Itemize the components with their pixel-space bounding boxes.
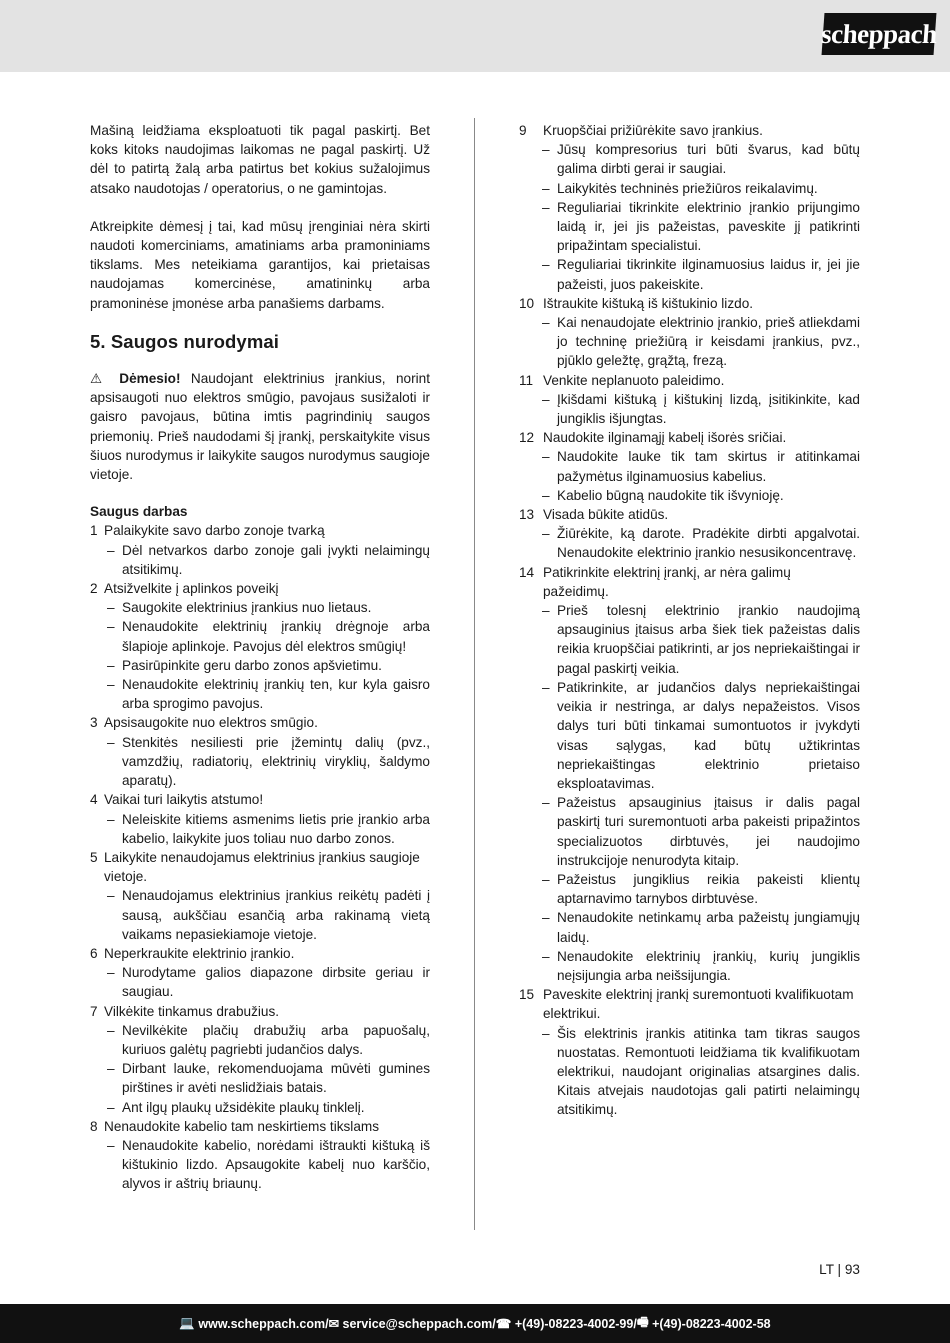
phone-icon: ☎ — [495, 1317, 512, 1331]
dash-bullet: – — [107, 657, 115, 673]
dash-bullet: – — [542, 199, 550, 215]
rule-detail — [90, 810, 430, 848]
dash-bullet: – — [542, 871, 550, 887]
safety-rule-9 — [519, 121, 860, 140]
dash-bullet: – — [542, 910, 550, 926]
section-title: 5. Saugos nurodymai — [90, 330, 279, 352]
safety-rule-13 — [519, 505, 860, 524]
footer-website[interactable]: www.scheppach.com — [198, 1316, 326, 1331]
dash-bullet: – — [107, 811, 115, 827]
rule-detail-text: Prieš tolesnį elektrinio įrankio naudojimą apsauginius įtaisus arba šiek tiek pažeistas dalis reikia kruopščiai patikrinti, ar jos nepriekaištingai ir pagal paskirtį veikia. — [557, 603, 860, 676]
rule-detail — [90, 541, 430, 579]
rule-heading: Neperkraukite elektrinio įrankio. — [104, 945, 295, 961]
footer-fax: +(49)-08223-4002-58 — [652, 1316, 771, 1331]
footer-separator: / — [325, 1316, 329, 1331]
rule-number: 4 — [90, 792, 98, 808]
rule-detail-text: Nenaudokite kabelio, norėdami ištraukti kištuką iš kištukinio lizdo. Apsaugokite kabelį nuo karščio, alyvos ir aštrių briaunų. — [122, 1137, 430, 1192]
rule-detail-text: Dirbant lauke, rekomenduojama mūvėti gumines pirštines ir avėti neslidžiais batais. — [122, 1061, 430, 1096]
rule-detail-text: Nevilkėkite plačių drabužių arba papuošalų, kuriuos galėtų pagriebti judančios dalys. — [122, 1022, 430, 1057]
rule-number: 11 — [519, 372, 534, 388]
rule-number: 2 — [90, 581, 98, 597]
safety-rule-14 — [519, 563, 860, 601]
rule-detail-text: Kabelio būgną naudokite tik išvynioję. — [557, 487, 784, 503]
dash-bullet: – — [542, 257, 550, 273]
rule-detail-text: Įkišdami kištuką į kištukinį lizdą, įsitikinkite, kad jungiklis išjungtas. — [557, 391, 860, 427]
rule-heading: Vilkėkite tinkamus drabužius. — [104, 1003, 280, 1019]
safety-rule-15 — [519, 985, 860, 1023]
warning-paragraph — [90, 369, 430, 484]
rule-heading: Ištraukite kištuką iš kištukinio lizdo. — [543, 295, 754, 311]
right-safety-list — [519, 121, 860, 1120]
rule-detail-text: Šis elektrinis įrankis atitinka tam tikras saugos nuostatas. Remontuoti leidžiama tik kvalifikuotam elektrikui, naudojant originalias atsargines dalis. Kitais atvejais naudotojas gali patirti nelaimingų atsitikimų. — [557, 1025, 860, 1118]
rule-detail-text: Laikykitės techninės priežiūros reikalavimų. — [557, 180, 818, 196]
rule-detail — [519, 947, 860, 985]
safety-rule-1 — [90, 521, 430, 540]
rule-detail — [90, 733, 430, 791]
warning-text: Naudojant elektrinius įrankius, norint apsisaugoti nuo elektros smūgio, pavojaus susižaloti ir gaisro pavojaus, būtina imtis pagrindinių saugos priemonių. Prieš naudodami šį įrankį, perskaitykite visus šiuos nurodymus ir laikykite saugos nurodymus saugioje vietoje. — [90, 371, 431, 483]
rule-detail — [90, 1098, 430, 1117]
rule-detail-text: Patikrinkite, ar judančios dalys nepriekaištingai veikia ir nestringa, ar dalys nepažeistos. Visos dalys turi būti tinkamai sumontuotos ir įvykdyti visas sąlygas, kad būtų užtikrintas nepriekaištingas elektrinio prietaiso eksploatavimas. — [557, 679, 860, 791]
dash-bullet: – — [542, 679, 550, 695]
dash-bullet: – — [542, 526, 550, 542]
warning-label: Dėmesio! — [119, 371, 181, 387]
rule-detail — [519, 870, 860, 908]
safety-rule-11 — [519, 371, 860, 390]
rule-number: 8 — [90, 1118, 98, 1134]
rule-detail — [90, 598, 430, 617]
rule-detail — [90, 656, 430, 675]
dash-bullet: – — [107, 677, 115, 693]
rule-heading: Nenaudokite kabelio tam neskirtiems tikslams — [104, 1118, 380, 1134]
left-column — [90, 121, 430, 1194]
dash-bullet: – — [542, 142, 550, 158]
rule-detail — [519, 486, 860, 505]
safety-rule-4 — [90, 790, 430, 809]
footer-email[interactable]: service@scheppach.com — [342, 1316, 493, 1331]
dash-bullet: – — [107, 619, 115, 635]
rule-detail-text: Jūsų kompresorius turi būti švarus, kad būtų galima dirbti gerai ir saugiai. — [557, 142, 860, 177]
dash-bullet: – — [542, 315, 550, 331]
left-safety-list — [90, 521, 430, 1193]
dash-bullet: – — [107, 1099, 115, 1115]
rule-heading: Paveskite elektrinį įrankį suremontuoti kvalifikuotam elektrikui. — [543, 987, 854, 1022]
rule-detail — [519, 793, 860, 870]
rule-detail — [519, 447, 860, 485]
dash-bullet: – — [107, 542, 115, 558]
rule-number: 5 — [90, 849, 98, 865]
rule-heading: Kruopščiai prižiūrėkite savo įrankius. — [543, 123, 763, 138]
page-number: LT | 93 — [819, 1262, 860, 1277]
rule-detail-text: Reguliariai tikrinkite ilginamuosius laidus ir, jei jie pažeisti, juos pakeiskite. — [557, 257, 860, 292]
footer-separator: / — [633, 1316, 637, 1331]
rule-detail — [519, 601, 860, 678]
rule-detail — [519, 140, 860, 178]
rule-detail — [519, 255, 860, 293]
dash-bullet: – — [542, 1025, 550, 1041]
rule-detail — [90, 1136, 430, 1194]
rule-detail-text: Pasirūpinkite geru darbo zonos apšvietimu. — [122, 657, 382, 673]
rule-heading: Patikrinkite elektrinį įrankį, ar nėra galimų pažeidimų. — [543, 564, 791, 599]
rule-heading: Venkite neplanuoto paleidimo. — [543, 372, 725, 388]
dash-bullet: – — [542, 948, 550, 964]
rule-detail — [90, 617, 430, 655]
intro-paragraph-2: Atkreipkite dėmesį į tai, kad mūsų įrenginiai nėra skirti naudoti komerciniams, amatiniams arba pramoniniams tikslams. Mes neteikiama garantijos, kai prietaisas naudojamas komercinėse, amatininkų arba pramoninėse įmonėse arba panašiems darbams. — [90, 218, 430, 311]
rule-detail — [519, 908, 860, 946]
rule-detail-text: Nenaudokite elektrinių įrankių drėgnoje arba šlapioje aplinkoje. Pavojus dėl elektros smūgių! — [122, 619, 430, 654]
rule-number: 13 — [519, 507, 535, 523]
rule-detail — [519, 198, 860, 256]
safety-rule-3 — [90, 713, 430, 732]
rule-detail-text: Stenkitės nesiliesti prie įžemintų dalių (pvz., vamzdžių, radiatorių, elektrinių viryklių, šaldymo aparatų). — [122, 734, 430, 789]
rule-detail-text: Pažeistus apsauginius įtaisus ir dalis pagal paskirtį turi suremontuoti arba pakeisti pripažintos specializuotos dirbtuvės, jei naudojimo instrukcijoje nenurodyta kitaip. — [557, 795, 860, 868]
rule-detail — [90, 1021, 430, 1059]
rule-number: 7 — [90, 1003, 98, 1019]
rule-detail-text: Kai nenaudojate elektrinio įrankio, prieš atliekdami jo techninę priežiūrą ir keisdami įrankius, pvz., pjūklo geležtę, grąžtą, frezą. — [557, 315, 860, 369]
dash-bullet: – — [542, 795, 550, 811]
dash-bullet: – — [542, 449, 550, 465]
rule-detail-text: Naudokite lauke tik tam skirtus ir atitinkamai pažymėtus ilginamuosius kabelius. — [557, 449, 860, 484]
rule-number: 9 — [519, 123, 527, 138]
rule-detail — [90, 963, 430, 1001]
dash-bullet: – — [542, 487, 550, 503]
safety-rule-2 — [90, 579, 430, 598]
rule-heading: Naudokite ilginamąjį kabelį išorės sričiai. — [543, 430, 787, 446]
rule-detail-text: Nenaudojamus elektrinius įrankius reikėtų padėti į sausą, aukščiau esančią arba rakinamą vietą vaikams nepasiekiamoje vietoje. — [122, 888, 430, 942]
rule-detail — [519, 1024, 860, 1120]
dash-bullet: – — [107, 734, 115, 750]
rule-detail — [90, 886, 430, 944]
rule-detail-text: Neleiskite kitiems asmenims lietis prie įrankio arba kabelio, laikykite juos toliau nuo darbo zonos. — [122, 811, 430, 846]
rule-number: 14 — [519, 564, 535, 580]
rule-number: 15 — [519, 987, 535, 1003]
dash-bullet: – — [107, 600, 115, 616]
column-divider — [474, 118, 475, 1230]
rule-detail-text: Saugokite elektrinius įrankius nuo lietaus. — [122, 600, 372, 616]
safety-rule-5 — [90, 848, 430, 886]
warning-icon: ⚠ — [90, 371, 109, 387]
dash-bullet: – — [107, 1022, 115, 1038]
rule-detail-text: Ant ilgų plaukų užsidėkite plaukų tinklelį. — [122, 1099, 365, 1115]
safety-rule-6 — [90, 944, 430, 963]
scheppach-logo: scheppach — [822, 13, 937, 55]
rule-number: 6 — [90, 945, 98, 961]
dash-bullet: – — [542, 180, 550, 196]
dash-bullet: – — [107, 1137, 115, 1153]
rule-detail-text: Pažeistus jungiklius reikia pakeisti klientų aptarnavimo tarnybos dirbtuvėse. — [557, 871, 860, 907]
rule-detail-text: Žiūrėkite, ką darote. Pradėkite dirbti apgalvotai. Nenaudokite elektrinio įrankio nesusikoncentravę. — [557, 526, 860, 561]
page-header — [0, 0, 950, 72]
rule-detail — [90, 1059, 430, 1097]
page-footer — [0, 1304, 950, 1343]
rule-heading: Atsižvelkite į aplinkos poveikį — [104, 581, 279, 597]
rule-detail — [519, 179, 860, 198]
rule-heading: Vaikai turi laikytis atstumo! — [104, 792, 264, 808]
rule-heading: Laikykite nenaudojamus elektrinius įrankius saugioje vietoje. — [104, 849, 420, 885]
rule-heading: Palaikykite savo darbo zonoje tvarką — [104, 523, 325, 539]
mail-icon: ✉ — [328, 1317, 340, 1331]
rule-detail-text: Reguliariai tikrinkite elektrinio įrankio prijungimo laidą ir, jei jis pažeistas, paveskite jį patikrinti pripažintam specialistui. — [557, 199, 860, 254]
rule-detail — [519, 313, 860, 371]
dash-bullet: – — [107, 1061, 115, 1077]
dash-bullet: – — [107, 888, 115, 904]
safety-rule-10 — [519, 294, 860, 313]
safety-rule-7 — [90, 1002, 430, 1021]
safety-rule-8 — [90, 1117, 430, 1136]
web-icon: 💻 — [179, 1316, 195, 1330]
dash-bullet: – — [542, 391, 550, 407]
rule-number: 12 — [519, 430, 535, 446]
rule-number: 10 — [519, 295, 535, 311]
right-column — [519, 121, 860, 1120]
intro-paragraph-1: Mašiną leidžiama eksploatuoti tik pagal paskirtį. Bet koks kitoks naudojimas laikomas ne pagal paskirtį. Už dėl to patirtą žalą arba patirtus bet kokius sužalojimus atsako naudotojas / operatorius, o ne gamintojas. — [90, 123, 430, 196]
footer-phone: +(49)-08223-4002-99 — [514, 1316, 634, 1331]
rule-detail-text: Nenaudokite elektrinių įrankių, kurių jungiklis neįsijungia arba neišsijungia. — [557, 948, 860, 983]
footer-separator: / — [492, 1316, 496, 1331]
subsection-title: Saugus darbas — [90, 504, 188, 520]
rule-detail-text: Dėl netvarkos darbo zonoje gali įvykti nelaimingų atsitikimų. — [122, 542, 430, 577]
rule-detail-text: Nenaudokite elektrinių įrankių ten, kur kyla gaisro arba sprogimo pavojus. — [122, 677, 430, 712]
rule-heading: Visada būkite atidūs. — [543, 507, 669, 523]
rule-number: 3 — [90, 715, 98, 731]
dash-bullet: – — [107, 965, 115, 981]
safety-rule-12 — [519, 428, 860, 447]
dash-bullet: – — [542, 603, 550, 619]
rule-heading: Apsisaugokite nuo elektros smūgio. — [104, 715, 318, 731]
rule-detail — [519, 524, 860, 562]
rule-detail — [519, 390, 860, 428]
rule-detail — [519, 678, 860, 793]
rule-detail-text: Nenaudokite netinkamų arba pažeistų jungiamųjų laidų. — [557, 910, 860, 945]
rule-detail-text: Nurodytame galios diapazone dirbsite geriau ir saugiau. — [122, 965, 430, 1000]
fax-icon: 🖷 — [636, 1315, 649, 1329]
rule-detail — [90, 675, 430, 713]
rule-number: 1 — [90, 523, 98, 539]
